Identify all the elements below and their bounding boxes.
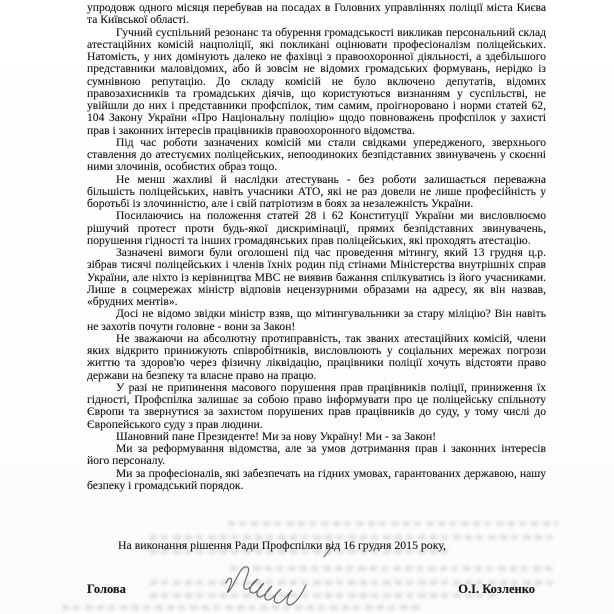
paragraph: У разі не припинення масового порушення прав працівників поліції, приниження їх гідності, Профспілка залишає за собою право інформувати про це поліцейську спільноту Європи та звернутися за захистом порушених прав працівників до суду, у тому числі до Європейського суду з прав людини. [87,380,546,431]
paragraph: Гучний суспільний резонанс та обурення громадськості викликав персональний склад атестаційних комісій нацполіції, які покликані оцінювати професіоналізм поліцейських. Натомість, у них домінують далеко не фахівці з правоохоронної діяльності, а здебільшого представники маловідомих, або й зовсім не відомих громадських формувань, нерідко із сумнівною репутацію. До складу комісій не було включено депутатів, відомих правозахисників та громадських діячів, що користуються визнанням у суспільстві, не увійшли до них і представники профспілок, тим самим, проігноровано і норми статей 62, 104 Закону України «Про Національну поліцію» щодо повноважень профспілок у захисті прав і законних інтересів працівників правоохоронного відомства. [87,25,546,137]
paragraph: Зазначені вимоги були оголошені під час проведення мітингу, який 13 грудня ц.р. зібрав тисячі поліцейських і членів їхніх родин під стінами Міністерства внутрішніх справ України, але ніхто із керівництва МВС не виявив бажання спілкуватись із його учасниками. Лише в соцмережах міністр відповів нецензурними образами на адресу, як він назвав, «брудних ментів». [87,246,546,308]
signer-name: О.І. Козленко [458,582,535,596]
paragraph: Ми за професіоналів, які забезпечать на гідних умовах, гарантованих державою, нашу безпеку і громадський порядок. [87,466,546,492]
paragraph: Під час роботи зазначених комісій ми стали свідками упередженого, зверхнього ставлення до атестуємих поліцейських, непоодиноких безпідставних звинувачень у скоєнні ними злочинів, особистих образ тощо. [87,135,546,174]
signer-role-label: Голова [87,582,126,596]
paragraph: Досі не відомо звідки міністр взяв, що мітингувальники за стару міліцію? Він навіть не захотів почути головне - вони за Закон! [87,307,546,333]
paragraph: Посилаючись на положення статей 28 і 62 Конституції України ми висловлюємо рішучий протест проти будь-якої дискримінації, прямих безпідставних звинувачень, порушення гідності та інших громадянських прав поліцейських, які проходять атестацію. [87,209,546,247]
paragraph: Не зважаючи на абсолютну протиправність, так званих атестаційних комісій, члени яких відкрито принижують співробітників, висловлюють у соціальних мережах погрози життю та здоров'ю через фізичну ліквідацію, працівники поліції хочуть відстояти право держави на безпеку та власне право на працю. [87,331,546,382]
paragraph: упродовж одного місяця перебував на посадах в Головних управліннях поліції міста Києва та Київської області. [87,1,546,27]
paragraph: Не менш жахливі й наслідки атестувань - без роботи залишається переважна більшість поліцейських, навіть учасники АТО, які не раз довели не лише професійність у боротьбі із злочинністю, але і свій патріотизм в боях за незалежність України. [87,172,546,210]
paragraph: Шановний пане Президенте! Ми за нову Україну! Ми - за Закон! [116,429,437,443]
paragraph: Ми за реформування відомства, але за умов дотримання прав і законних інтересів його персоналу. [87,442,546,468]
execution-line: На виконання рішення Ради Профспілки від 16 грудня 2015 року, [118,538,446,552]
letter-body [87,2,546,492]
signature-ink [212,543,372,611]
